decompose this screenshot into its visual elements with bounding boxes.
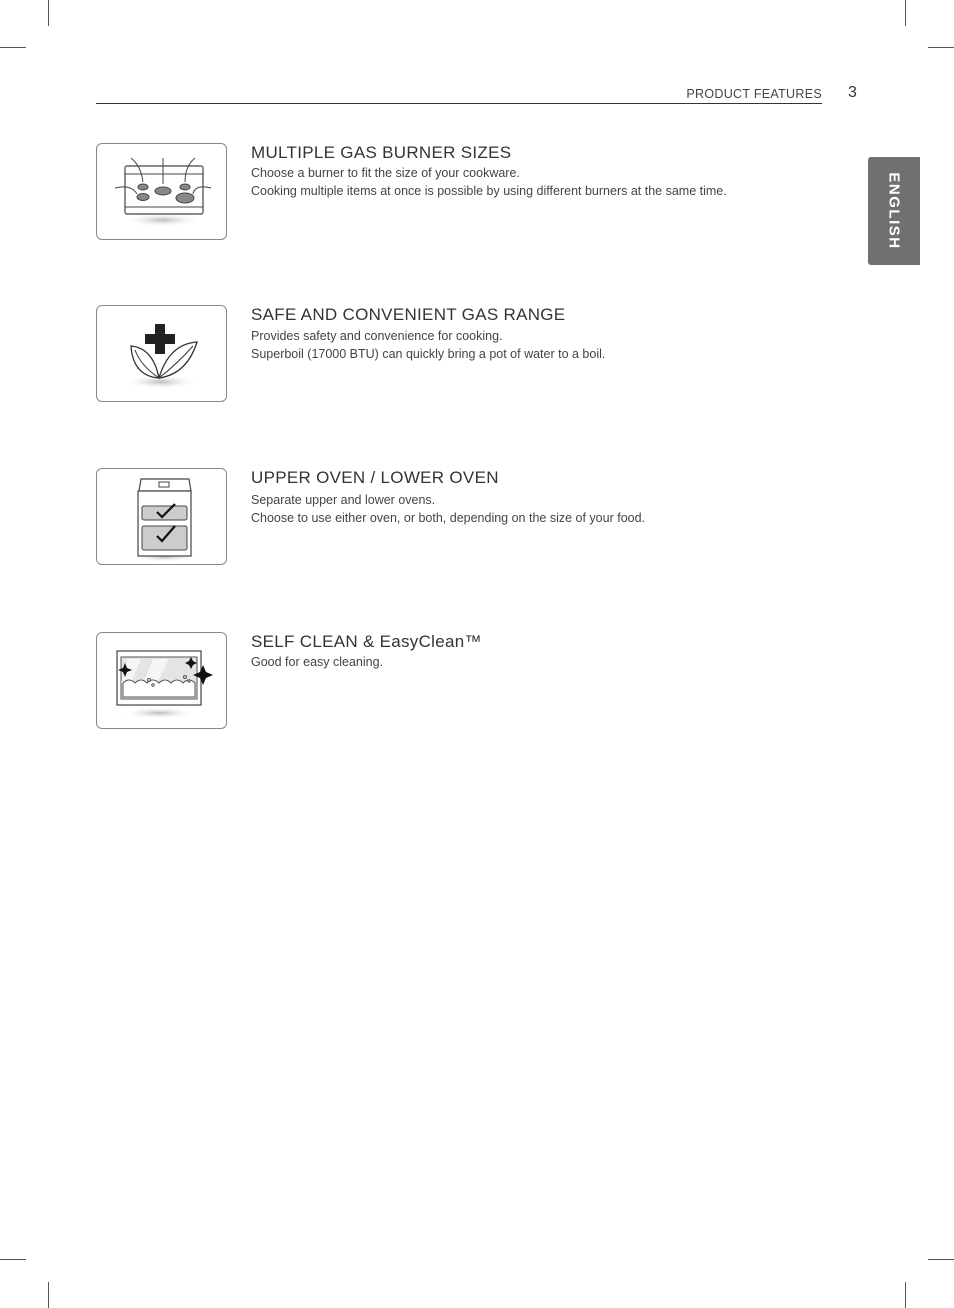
feature-title: UPPER OVEN / LOWER OVEN (251, 468, 499, 487)
clean-oven-icon (96, 632, 227, 729)
crop-mark (905, 0, 906, 26)
feature-upper-lower-oven (96, 468, 856, 568)
double-oven-icon (96, 468, 227, 565)
crop-mark (905, 1282, 906, 1308)
feature-description: Cooking multiple items at once is possible by using different burners at the same time. (251, 184, 727, 198)
crop-mark (0, 47, 26, 48)
language-tab (868, 157, 920, 265)
feature-description: Provides safety and convenience for cooking. (251, 329, 503, 343)
feature-description: Superboil (17000 BTU) can quickly bring a pot of water to a boil. (251, 347, 606, 361)
feature-self-clean (96, 632, 856, 732)
crop-mark (928, 47, 954, 48)
feature-title: SELF CLEAN & EasyClean™ (251, 632, 482, 651)
crop-mark (928, 1259, 954, 1260)
header-rule (96, 103, 822, 104)
crop-mark (48, 0, 49, 26)
feature-description: Separate upper and lower ovens. (251, 493, 436, 507)
feature-gas-burner-sizes (96, 143, 856, 243)
feature-description: Choose to use either oven, or both, depending on the size of your food. (251, 511, 646, 525)
gas-burner-icon (96, 143, 227, 240)
page-number: 3 (848, 84, 857, 101)
language-tab-label: ENGLISH (885, 172, 903, 250)
crop-mark (48, 1282, 49, 1308)
section-label: PRODUCT FEATURES (686, 87, 822, 101)
safety-leaf-icon (96, 305, 227, 402)
feature-description: Choose a burner to fit the size of your cookware. (251, 166, 520, 180)
feature-description: Good for easy cleaning. (251, 655, 384, 669)
feature-title: SAFE AND CONVENIENT GAS RANGE (251, 305, 566, 324)
feature-safe-gas-range (96, 305, 856, 405)
crop-mark (0, 1259, 26, 1260)
feature-title: MULTIPLE GAS BURNER SIZES (251, 143, 512, 162)
